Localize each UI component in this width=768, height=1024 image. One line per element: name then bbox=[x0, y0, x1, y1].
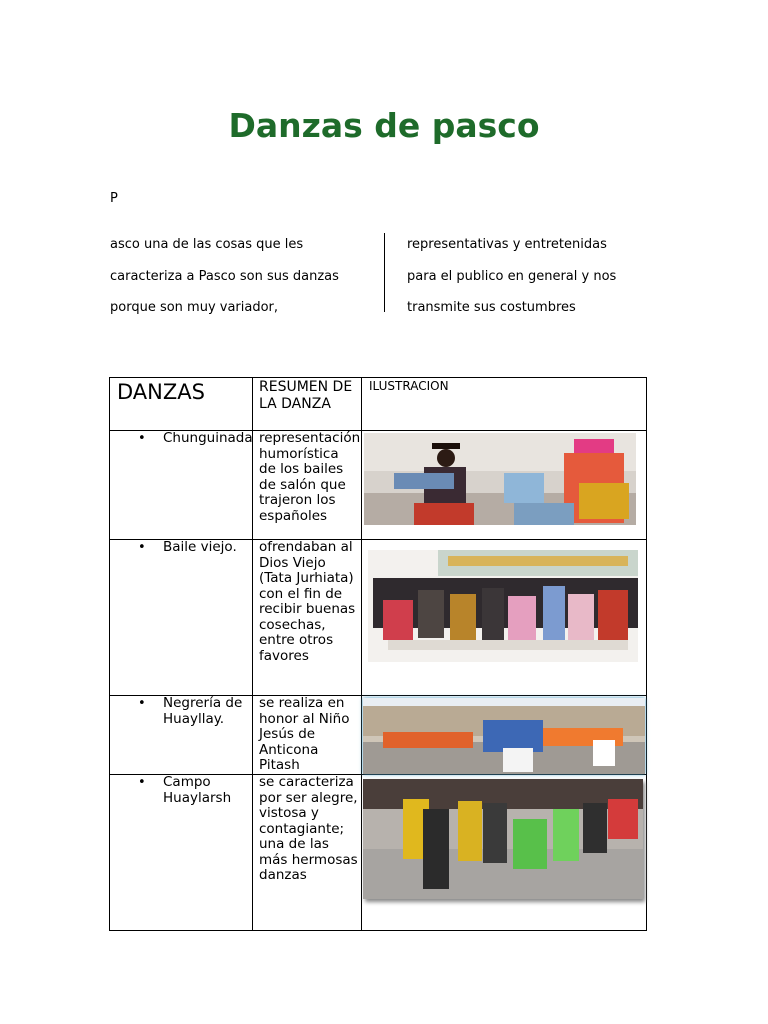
document-title: Danzas de pasco bbox=[228, 106, 540, 145]
dance-name: • Chunguinada bbox=[138, 430, 253, 446]
column-divider bbox=[384, 233, 385, 312]
bullet-icon: • bbox=[138, 775, 146, 790]
intro-drop-letter: P bbox=[110, 191, 118, 206]
intro-right-column bbox=[407, 229, 667, 324]
plaza-parade-photo bbox=[363, 698, 645, 774]
dances-table bbox=[109, 377, 647, 931]
dance-name: • Campo Huaylarsh bbox=[138, 774, 232, 806]
intro-left-column bbox=[110, 229, 372, 324]
table-header-row bbox=[110, 378, 647, 431]
dance-summary: se realiza en honor al Niño Jesús de Anticona Pitash bbox=[259, 695, 350, 773]
masked-dancer-photo bbox=[364, 433, 636, 525]
dance-name: • Baile viejo. bbox=[138, 539, 237, 555]
header-summary: RESUMEN DE LA DANZA bbox=[259, 379, 353, 412]
bullet-icon: • bbox=[138, 431, 146, 446]
header-illustration: ILUSTRACION bbox=[369, 379, 449, 393]
bullet-icon: • bbox=[138, 540, 146, 555]
dance-summary: ofrendaban al Dios Viejo (Tata Jurhiata) con el fin de recibir buenas cosechas, entre otros favores bbox=[259, 539, 356, 664]
intro-line: transmite sus costumbres bbox=[407, 300, 576, 315]
bullet-icon: • bbox=[138, 696, 146, 711]
table-row bbox=[110, 775, 647, 931]
intro-line: porque son muy variador, bbox=[110, 300, 279, 315]
intro-line: caracteriza a Pasco son sus danzas bbox=[110, 268, 339, 284]
table-row bbox=[110, 431, 647, 540]
intro-line: para el publico en general y nos bbox=[407, 268, 617, 284]
dance-summary: se caracteriza por ser alegre, vistosa y contagiante; una de las más hermosas danzas bbox=[259, 774, 358, 883]
street-dancers-photo bbox=[363, 779, 643, 899]
header-dance: DANZAS bbox=[117, 380, 205, 404]
table-row bbox=[110, 696, 647, 775]
dance-summary: representación humorística de los bailes de salón que trajeron los españoles bbox=[259, 430, 361, 524]
group-dancers-photo bbox=[368, 550, 638, 662]
intro-line: representativas y entretenidas bbox=[407, 237, 607, 252]
dance-name: • Negrería de Huayllay. bbox=[138, 695, 243, 727]
table-row bbox=[110, 540, 647, 696]
intro-line: asco una de las cosas que les bbox=[110, 237, 304, 252]
